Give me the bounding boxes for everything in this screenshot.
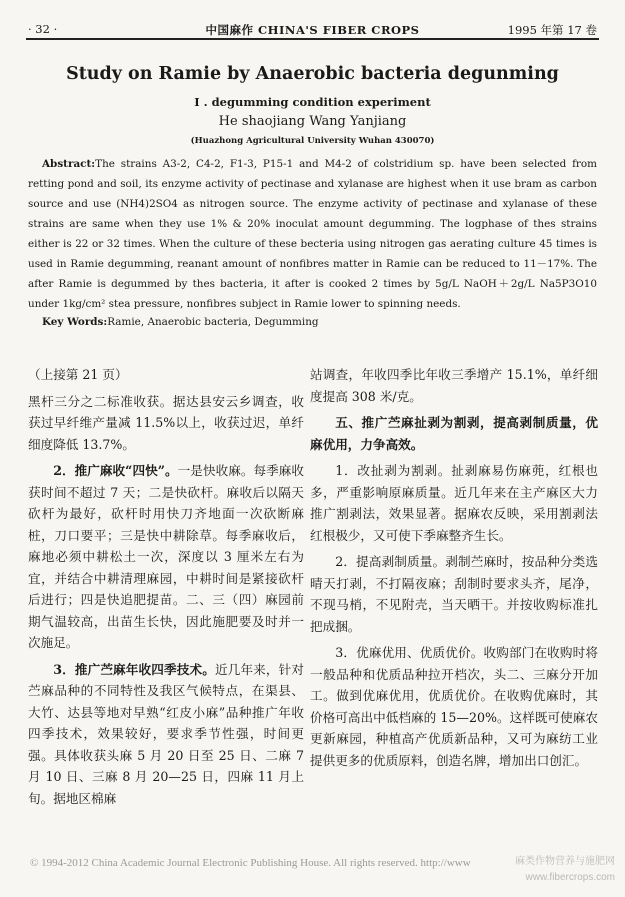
continued-note: （上接第 21 页） (28, 367, 128, 382)
paragraph (28, 460, 304, 654)
right-column (310, 364, 598, 776)
watermark-url: www.fibercrops.com (525, 872, 615, 883)
keywords-text: Ramie, Anaerobic bacteria, Degumming (107, 316, 319, 328)
journal-name: 中国麻作 CHINA'S FIBER CROPS (205, 23, 420, 37)
abstract-label: Abstract: (42, 158, 96, 170)
running-header (28, 18, 597, 40)
abstract-text: The strains A3-2, C4-2, F1-3, P15-1 and M4-2 of colstridium sp. have been selected from retting pond and soil, its enzyme activity of pectinase and xylanase are highest when it use bram as carbon source and use (NH4)2SO4 as nitrogen source. The enzyme activity of pectinase and xylanase of these strains are same when they use 1% & 20% inoculat amount degumming. The logphase of thes strains either is 22 or 32 times. When the culture of these becteria using nitrogen gas aerating culture 45 times is used in Ramie degumming, reanant amount of nonfibres matter in Ramie can be reduced to 11－17%. The after Ramie is degummed by thes bacteria, it after is cooked 2 times by 5g/L NaOH＋2g/L Na5P3O10 under 1kg/cm² stea pressure, nonfibres subject in Ramie lower to spinning needs. (28, 158, 597, 310)
paragraph-heading: 2．推广麻收“四快”。 (53, 463, 178, 478)
paragraph: 黑杆三分之二标准收获。据达县安云乡调查，收获过早纤维产量减 11.5%以上，收获过迟，单纤细度降低 13.7%。 (28, 393, 304, 452)
abstract (28, 154, 597, 314)
paragraph: 1．改扯剥为割剥。扯剥麻易伤麻蔸，红根也多，严重影响原麻质量。近几年来在主产麻区大力推广割剥法，效果显著。据麻农反映，采用割剥法红根极少，又可使下季麻整齐生长。 (310, 463, 598, 543)
paragraph-heading: 3．推广苎麻年收四季技术。 (53, 661, 215, 677)
left-column (28, 364, 304, 814)
watermark-text: 麻类作物营养与施肥网 (515, 856, 615, 867)
paragraph-body: 近几年来，针对苎麻品种的不同特性及我区气候特点，在渠县、大竹、达县等地对早熟“红皮小麻”品种推广年收四季技术，效果较好，要求季节性强，时间更强。具体收获头麻 5 月 20 日至 25 日、二麻 7 月 10 日、三麻 8 月 20—25 日，四麻 11 月上旬。据地区棉麻 (28, 661, 304, 806)
copyright-footer: © 1994-2012 China Academic Journal Electronic Publishing House. All rights reserved. http://www (30, 857, 471, 869)
paragraph (28, 659, 304, 810)
page-number: · 32 · (28, 22, 58, 36)
article-title: Study on Ramie by Anaerobic bacteria degunming (66, 64, 559, 84)
paragraph: 3．优麻优用、优质优价。收购部门在收购时将一般品种和优质品种拉开档次，头二、三麻分开加工。做到优麻优用，优质优价。在收购优麻时，其价格可高出中低档麻的 15—20%。这样既可使麻农更新麻园，种植高产优质新品种，又可为麻纺工业提供更多的优质原料，创造名牌，增加出口创汇。 (310, 645, 598, 768)
section-heading: 五、推广苎麻扯剥为割剥，提高剥制质量，优麻优用，力争高效。 (310, 415, 598, 452)
keywords-label: Key Words: (42, 316, 108, 328)
volume-info: 1995 年第 17 卷 (507, 23, 597, 37)
header-rule (26, 38, 599, 40)
article-authors: He shaojiang Wang Yanjiang (218, 114, 407, 129)
paragraph: 站调查，年收四季比年收三季增产 15.1%，单纤细度提高 308 米/克。 (310, 367, 598, 404)
article-subtitle: I . degumming condition experiment (194, 95, 431, 109)
author-affiliation: (Huazhong Agricultural University Wuhan 430070) (190, 136, 435, 146)
keywords (42, 316, 597, 328)
paragraph-body: 一是快收麻。每季麻收获时间不超过 7 天；二是快砍杆。麻收后以隔天砍杆为最好，砍杆时用快刀齐地面一次砍断麻桩，刀口要平；三是快中耕除草。每季麻收后，麻地必须中耕松土一次，深度以 3 厘米左右为宜，并结合中耕清理麻园，中耕时间是紧接砍杆后进行；四是快追肥提苗。二、三（四）麻园前期气温较高，出苗生长快，因此施肥要及时并一次施足。 (28, 463, 304, 650)
paragraph: 2．提高剥制质量。剥制苎麻时，按品种分类选晴天打剥，不打隔夜麻；刮制时要求头齐，尾净，不现马梢，不见附壳，当天晒干。并按收购标准扎把成捆。 (310, 554, 598, 634)
